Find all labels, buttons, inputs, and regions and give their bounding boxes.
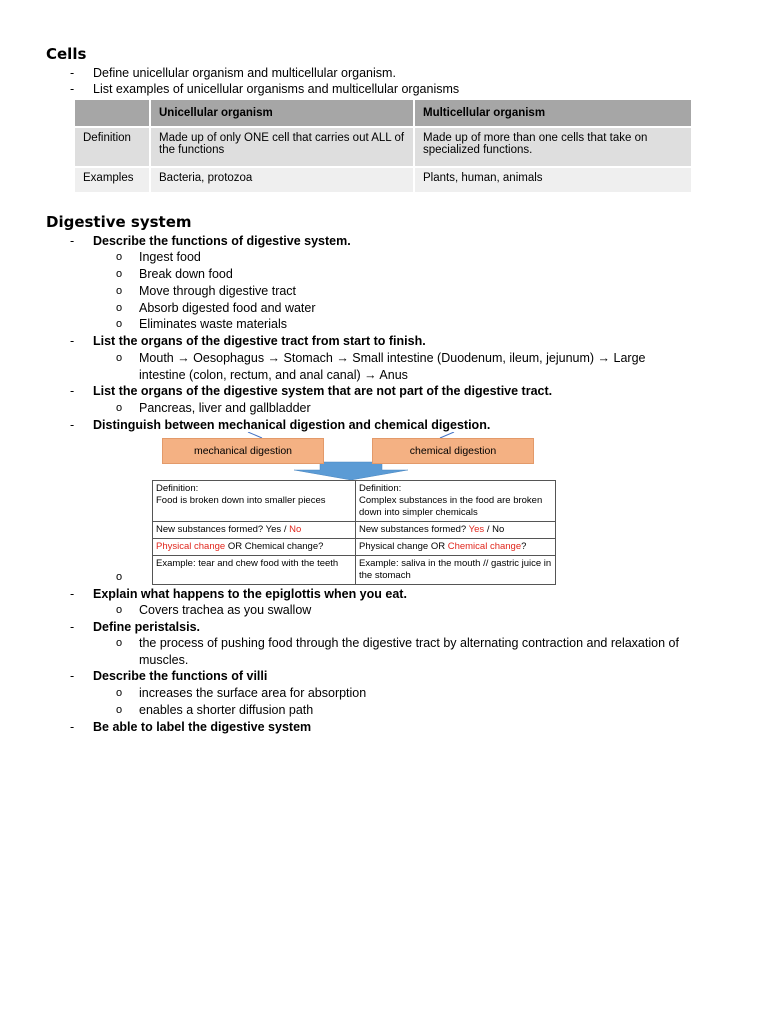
table-header-empty bbox=[75, 100, 149, 126]
question-digestion-types: Distinguish between mechanical digestion and chemical digestion. bbox=[93, 418, 491, 432]
slash-separator: / bbox=[283, 524, 287, 535]
table-cell-multicellular: Made up of more than one cells that take on specialized functions. bbox=[415, 128, 691, 166]
question-accessory-organs: List the organs of the digestive system that are not part of the digestive tract. bbox=[93, 384, 553, 398]
digestive-heading: Digestive system bbox=[46, 213, 192, 231]
table-row bbox=[75, 168, 691, 192]
table-row bbox=[153, 556, 556, 585]
chemical-change-type-cell bbox=[356, 539, 556, 556]
list-item: increases the surface area for absorption bbox=[139, 686, 367, 700]
physical-change-highlighted: Physical change bbox=[156, 541, 226, 552]
bullet-marker: o bbox=[116, 402, 123, 414]
dash-marker: - bbox=[70, 669, 75, 683]
mechanical-definition: Food is broken down into smaller pieces bbox=[156, 495, 326, 506]
yes-option-highlighted: Yes bbox=[468, 524, 485, 535]
dash-marker: - bbox=[70, 720, 75, 734]
definition-label: Definition: bbox=[156, 483, 199, 494]
bullet-marker: o bbox=[116, 637, 123, 649]
cells-item-2: List examples of unicellular organisms and multicellular organisms bbox=[93, 82, 460, 96]
question-label-system: Be able to label the digestive system bbox=[93, 720, 312, 734]
bullet-marker: o bbox=[116, 687, 123, 699]
list-item: enables a shorter diffusion path bbox=[139, 703, 314, 717]
dash-marker: - bbox=[70, 334, 75, 348]
table-row bbox=[75, 128, 691, 166]
mechanical-definition-cell bbox=[153, 481, 356, 522]
cells-item-1: Define unicellular organism and multicellular organism. bbox=[93, 66, 396, 80]
dash-marker: - bbox=[70, 587, 75, 601]
table-row bbox=[153, 522, 556, 539]
dash-marker: - bbox=[70, 418, 75, 432]
list-item: Pancreas, liver and gallbladder bbox=[139, 401, 311, 415]
physical-change-option: Physical change bbox=[359, 541, 429, 552]
table-cell-unicellular: Made up of only ONE cell that carries out ALL of the functions bbox=[151, 128, 413, 166]
chemical-change-highlighted: Chemical change bbox=[447, 541, 522, 552]
question-mark: ? bbox=[521, 541, 527, 552]
chemical-example-cell: Example: saliva in the mouth // gastric juice in the stomach bbox=[356, 556, 556, 585]
dash-marker: - bbox=[70, 234, 75, 248]
peristalsis-line-1: the process of pushing food through the digestive tract by alternating contraction and relaxation of bbox=[139, 636, 679, 650]
cells-table-header-row bbox=[75, 100, 691, 126]
table-cell-label: Examples bbox=[75, 168, 149, 192]
digestion-comparison-table bbox=[152, 480, 556, 585]
table-cell-multicellular: Plants, human, animals bbox=[415, 168, 691, 192]
dash-marker: - bbox=[70, 384, 75, 398]
chemical-definition: Complex substances in the food are broken down into simpler chemicals bbox=[359, 495, 543, 518]
list-item: Break down food bbox=[139, 267, 233, 281]
slash-separator: / bbox=[486, 524, 490, 535]
bullet-marker: o bbox=[116, 352, 123, 364]
question-tract: List the organs of the digestive tract from start to finish. bbox=[93, 334, 426, 348]
cells-heading: Cells bbox=[46, 45, 87, 63]
bullet-marker: o bbox=[116, 571, 123, 583]
mechanical-example-cell: Example: tear and chew food with the teeth bbox=[153, 556, 356, 585]
mechanical-change-type-cell bbox=[153, 539, 356, 556]
bullet-marker: o bbox=[116, 268, 123, 280]
table-cell-unicellular: Bacteria, protozoa bbox=[151, 168, 413, 192]
question-peristalsis: Define peristalsis. bbox=[93, 620, 200, 634]
table-cell-label: Definition bbox=[75, 128, 149, 166]
question-functions: Describe the functions of digestive system. bbox=[93, 234, 351, 248]
dash-marker: - bbox=[70, 82, 75, 96]
or-word: OR bbox=[430, 541, 446, 552]
chemical-digestion-label: chemical digestion bbox=[372, 438, 534, 464]
question-villi: Describe the functions of villi bbox=[93, 669, 268, 683]
new-substances-question: New substances formed? bbox=[359, 524, 467, 535]
list-item: Eliminates waste materials bbox=[139, 317, 287, 331]
mechanical-new-substances-cell bbox=[153, 522, 356, 539]
no-option-highlighted: No bbox=[289, 524, 302, 535]
table-header-unicellular: Unicellular organism bbox=[151, 100, 413, 126]
tract-line-2: intestine (colon, rectum, and anal canal) → Anus bbox=[139, 368, 408, 382]
dash-marker: - bbox=[70, 66, 75, 80]
chemical-new-substances-cell bbox=[356, 522, 556, 539]
cells-table bbox=[73, 98, 693, 194]
list-item: Move through digestive tract bbox=[139, 284, 297, 298]
bullet-marker: o bbox=[116, 285, 123, 297]
no-option: No bbox=[492, 524, 505, 535]
definition-label: Definition: bbox=[359, 483, 402, 494]
or-word: OR bbox=[227, 541, 243, 552]
chemical-change-option: Chemical change bbox=[244, 541, 319, 552]
table-row bbox=[153, 539, 556, 556]
peristalsis-line-2: muscles. bbox=[139, 653, 189, 667]
list-item: Covers trachea as you swallow bbox=[139, 603, 312, 617]
bullet-marker: o bbox=[116, 318, 123, 330]
digestion-diagram bbox=[150, 432, 560, 581]
down-arrow-icon bbox=[294, 462, 408, 480]
question-mark: ? bbox=[318, 541, 324, 552]
mechanical-digestion-label: mechanical digestion bbox=[162, 438, 324, 464]
bullet-marker: o bbox=[116, 251, 123, 263]
list-item: Absorb digested food and water bbox=[139, 301, 316, 315]
chemical-definition-cell bbox=[356, 481, 556, 522]
tract-line-1: Mouth → Oesophagus → Stomach → Small intestine (Duodenum, ileum, jejunum) → Large bbox=[139, 351, 646, 365]
table-row bbox=[153, 481, 556, 522]
yes-option: Yes bbox=[265, 524, 282, 535]
bullet-marker: o bbox=[116, 704, 123, 716]
dash-marker: - bbox=[70, 620, 75, 634]
new-substances-question: New substances formed? bbox=[156, 524, 264, 535]
question-epiglottis: Explain what happens to the epiglottis when you eat. bbox=[93, 587, 407, 601]
bullet-marker: o bbox=[116, 302, 123, 314]
list-item: Ingest food bbox=[139, 250, 201, 264]
table-header-multicellular: Multicellular organism bbox=[415, 100, 691, 126]
bullet-marker: o bbox=[116, 604, 123, 616]
